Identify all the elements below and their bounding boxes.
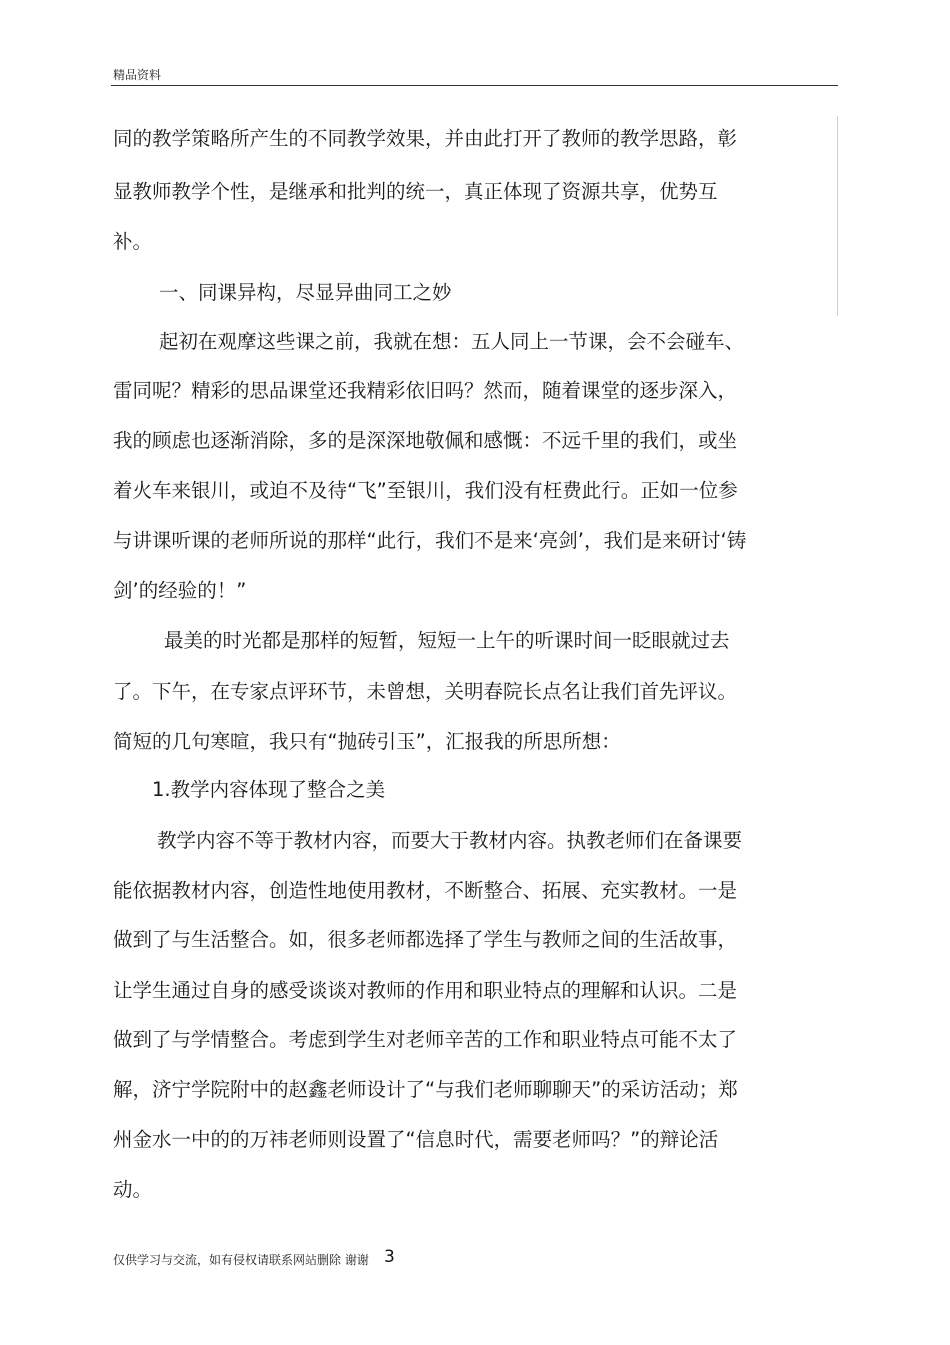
body-line: 同的教学策略所产生的不同教学效果，并由此打开了教师的教学思路，彰 bbox=[113, 127, 738, 150]
body-line: 显教师教学个性，是继承和批判的统一，真正体现了资源共享，优势互 bbox=[113, 180, 718, 203]
header-divider bbox=[111, 85, 838, 86]
footer-disclaimer: 仅供学习与交流，如有侵权请联系网站删除 谢谢 bbox=[113, 1253, 369, 1267]
subsection-heading: 1.教学内容体现了整合之美 bbox=[152, 778, 386, 801]
body-line: 了。下午，在专家点评环节，未曾想，关明春院长点名让我们首先评议。 bbox=[113, 680, 738, 703]
body-line: 做到了与学情整合。考虑到学生对老师辛苦的工作和职业特点可能不太了 bbox=[113, 1028, 738, 1051]
page-number: 3 bbox=[384, 1247, 395, 1267]
body-line: 与讲课听课的老师所说的那样“此行，我们不是来‘亮剑’，我们是来研讨‘铸 bbox=[113, 529, 747, 552]
body-line: 着火车来银川，或迫不及待“飞”至银川，我们没有枉费此行。正如一位参 bbox=[113, 479, 738, 502]
body-line: 做到了与生活整合。如，很多老师都选择了学生与教师之间的生活故事， bbox=[113, 928, 738, 951]
section-heading: 一、同课异构，尽显异曲同工之妙 bbox=[159, 281, 452, 304]
body-line: 简短的几句寒暄，我只有“抛砖引玉”，汇报我的所思所想： bbox=[113, 730, 621, 753]
body-line: 雷同呢？精彩的思品课堂还我精彩依旧吗？然而，随着课堂的逐步深入， bbox=[113, 379, 738, 402]
margin-divider bbox=[837, 116, 838, 316]
body-line: 最美的时光都是那样的短暂，短短一上午的听课时间一眨眼就过去 bbox=[164, 629, 730, 652]
header-label: 精品资料 bbox=[113, 68, 162, 82]
body-line: 补。 bbox=[113, 230, 153, 253]
body-line: 能依据教材内容，创造性地使用教材，不断整合、拓展、充实教材。一是 bbox=[113, 879, 738, 902]
body-line: 让学生通过自身的感受谈谈对教师的作用和职业特点的理解和认识。二是 bbox=[113, 979, 738, 1002]
body-line: 我的顾虑也逐渐消除，多的是深深地敬佩和感慨：不远千里的我们，或坐 bbox=[113, 429, 738, 452]
body-line: 解，济宁学院附中的赵鑫老师设计了“与我们老师聊聊天”的采访活动；郑 bbox=[113, 1078, 738, 1101]
body-line: 剑’的经验的！” bbox=[113, 579, 247, 602]
body-line: 动。 bbox=[113, 1178, 153, 1201]
body-line: 起初在观摩这些课之前，我就在想：五人同上一节课，会不会碰车、 bbox=[159, 330, 745, 353]
body-line: 州金水一中的的万祎老师则设置了“信息时代，需要老师吗？”的辩论活 bbox=[113, 1128, 719, 1151]
body-line: 教学内容不等于教材内容，而要大于教材内容。执教老师们在备课要 bbox=[157, 829, 743, 852]
